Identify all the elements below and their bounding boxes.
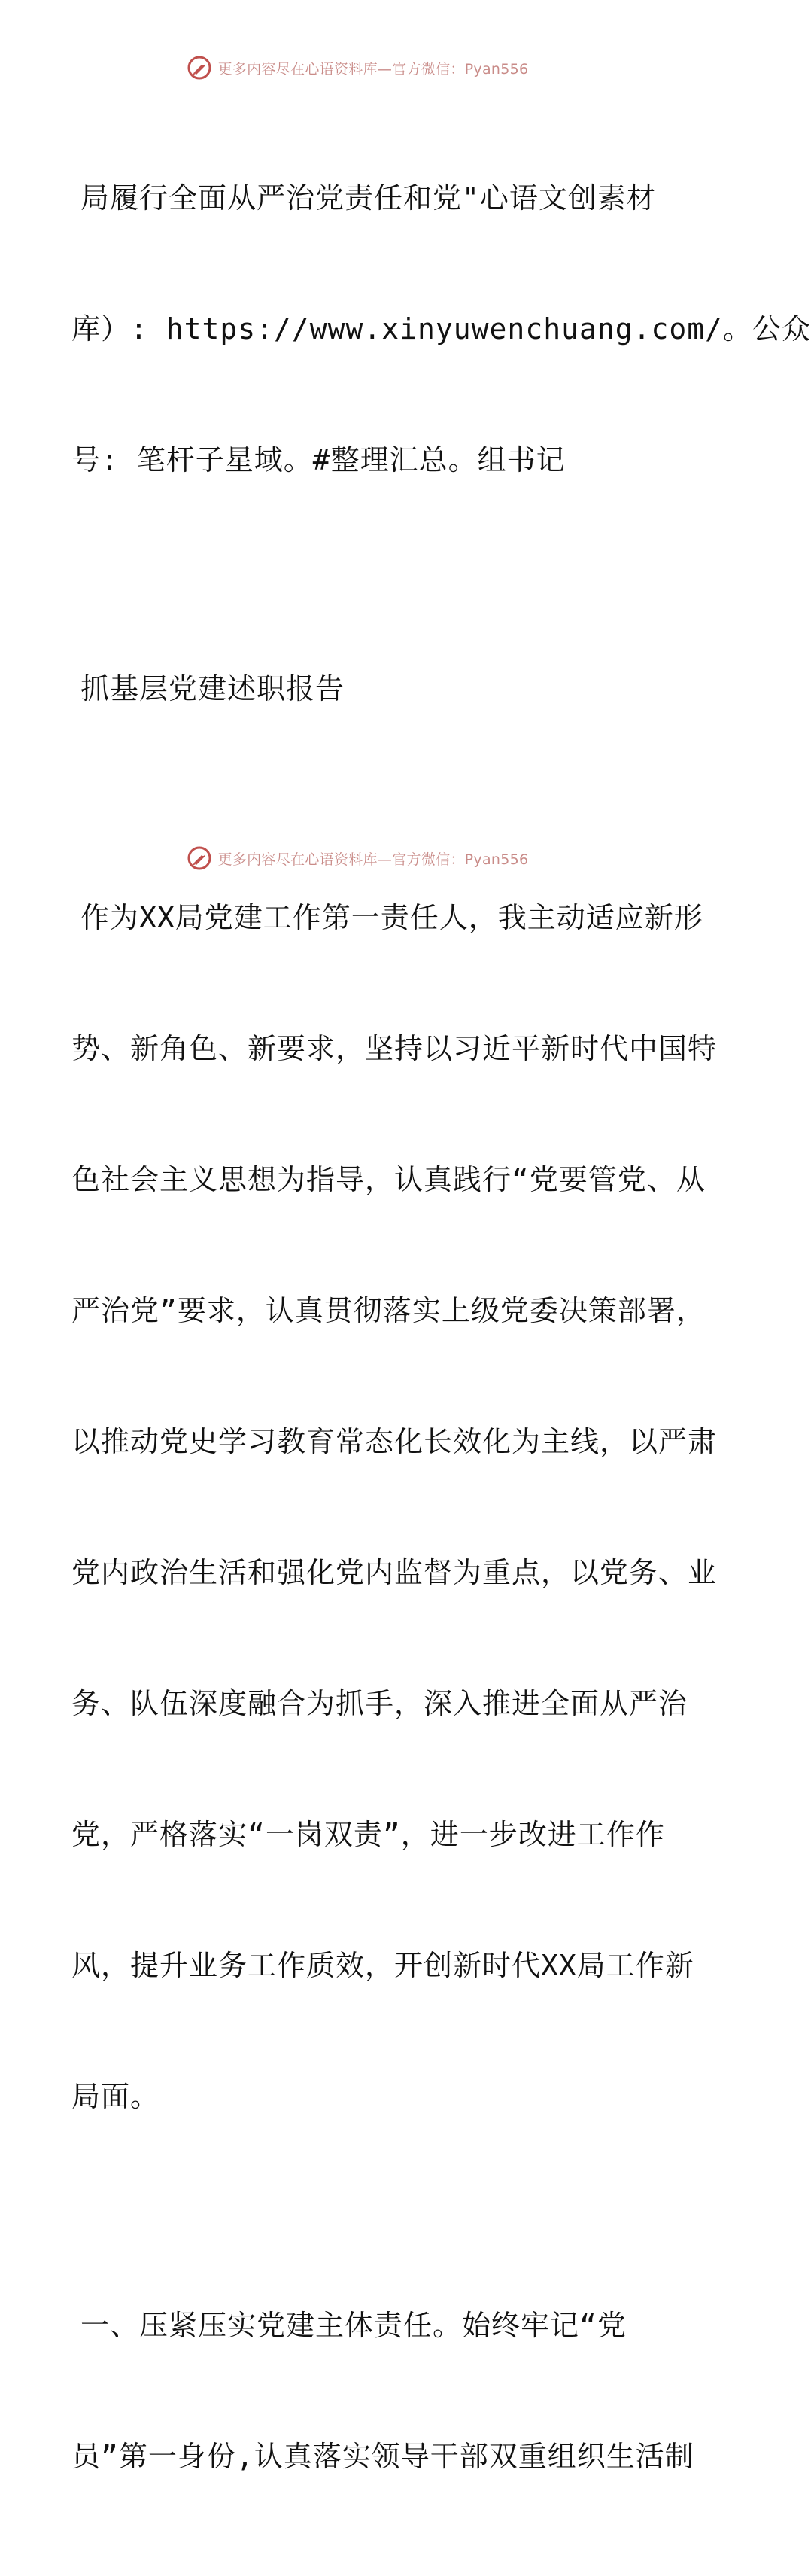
- pen-nib-icon: [187, 845, 212, 871]
- paragraph-section-one: [71, 2216, 694, 2565]
- watermark-text: 更多内容尽在心语资料库—官方微信：Pyan556: [217, 60, 529, 78]
- paragraph-body: [71, 808, 718, 2206]
- watermark-header: [0, 53, 715, 83]
- text-line: 库）: https://www.xinyuwenchuang.com/。公众: [71, 312, 811, 346]
- section-heading-line: 一、压紧压实党建主体责任。始终牢记“党: [80, 2309, 627, 2342]
- text-line: 势、新角色、新要求，坚持以习近平新时代中国特: [71, 1032, 718, 1065]
- text-line: 局履行全面从严治党责任和党"心语文创素材: [80, 181, 656, 215]
- text-line: 务、队伍深度融合为抓手，深入推进全面从严治: [71, 1687, 688, 1720]
- text-line: 号: 笔杆子星域。#整理汇总。组书记: [71, 443, 566, 477]
- paragraph-title: [71, 580, 658, 798]
- text-line: 风，提升业务工作质效，开创新时代XX局工作新: [71, 1949, 694, 1982]
- pen-nib-icon: [187, 55, 212, 81]
- text-line: 员”第一身份,认真落实领导干部双重组织生活制: [71, 2440, 694, 2473]
- text-line: 色社会主义思想为指导，认真践行“党要管党、从: [71, 1163, 706, 1196]
- document-title: 抓基层党建述职报告: [80, 672, 345, 705]
- paragraph-intro: [71, 89, 811, 569]
- text-line: 以推动党史学习教育常态化长效化为主线，以严肃: [71, 1425, 718, 1458]
- document-body: [71, 89, 811, 2576]
- watermark-footer: [0, 843, 715, 873]
- text-line: 党，严格落实“一岗双责”，进一步改进工作作: [71, 1818, 665, 1851]
- text-line: 局面。: [71, 2080, 160, 2113]
- text-line: 作为XX局党建工作第一责任人，我主动适应新形: [80, 901, 703, 934]
- watermark-text: 更多内容尽在心语资料库—官方微信：Pyan556: [217, 851, 529, 868]
- text-line: 党内政治生活和强化党内监督为重点，以党务、业: [71, 1556, 718, 1589]
- text-line: 严治党”要求，认真贯彻落实上级党委决策部署，: [71, 1294, 706, 1327]
